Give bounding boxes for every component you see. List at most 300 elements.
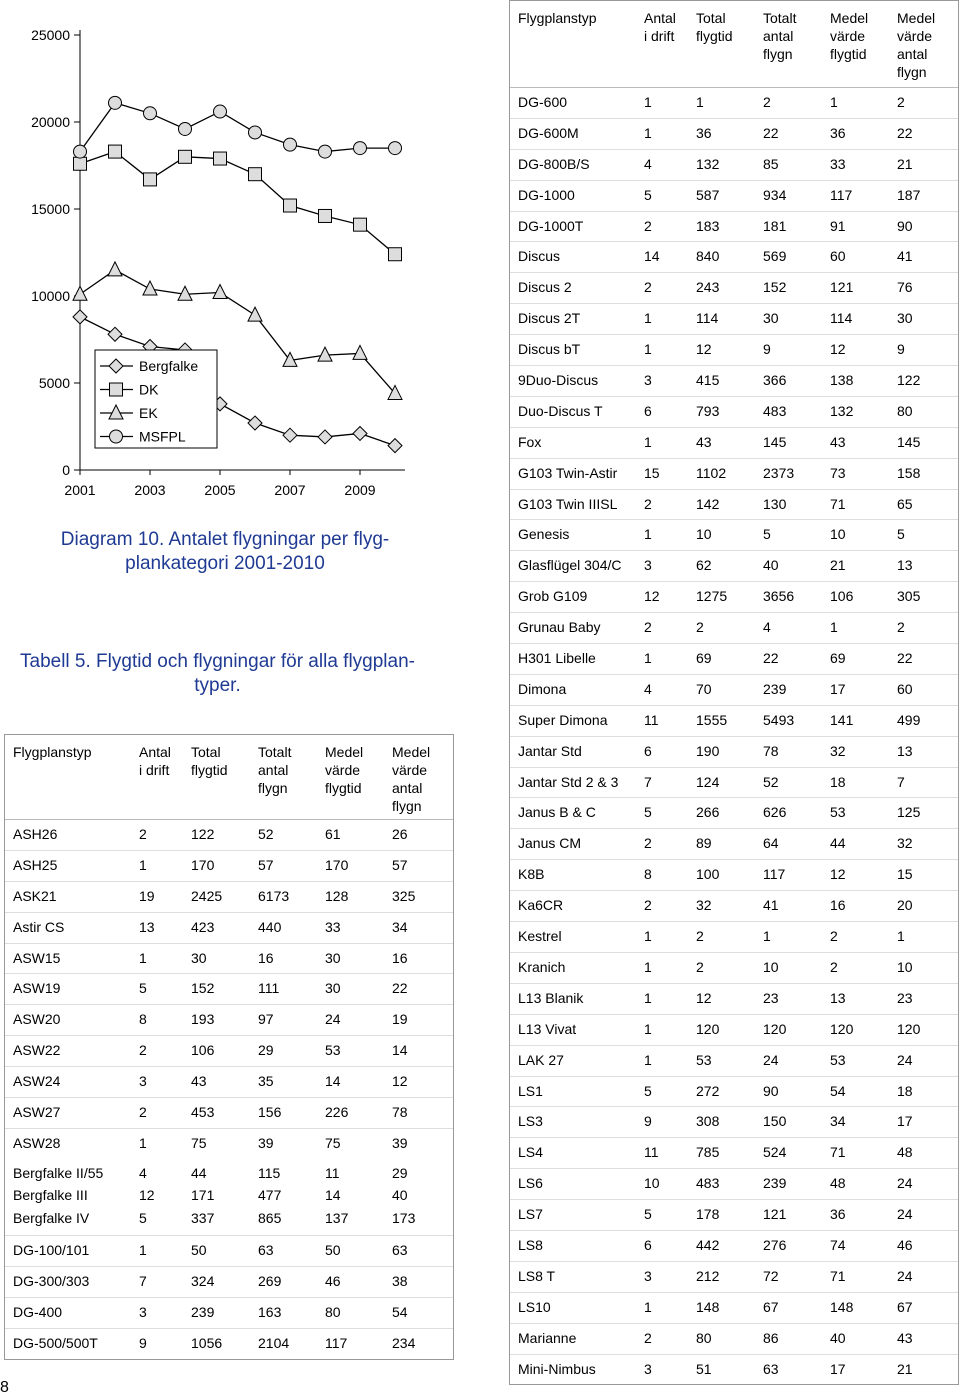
time-cell: 2425 xyxy=(191,887,223,904)
count-cell: 12 xyxy=(644,588,660,605)
count-cell: 8 xyxy=(139,1011,147,1028)
type-cell: G103 Twin IIISL xyxy=(518,495,618,512)
avg-time-cell: 71 xyxy=(830,495,846,512)
avg-time-cell: 36 xyxy=(830,124,846,141)
table-row xyxy=(5,1236,453,1267)
flights-cell: 115 xyxy=(258,1164,281,1181)
count-cell: 1 xyxy=(644,341,652,358)
y-tick-label: 10000 xyxy=(31,288,70,304)
flights-cell: 64 xyxy=(763,835,779,852)
flights-cell: 22 xyxy=(763,124,779,141)
count-cell: 1 xyxy=(139,949,147,966)
type-cell: Discus 2 xyxy=(518,279,572,296)
avg-flights-cell: 7 xyxy=(897,773,905,790)
type-cell: ASW24 xyxy=(13,1073,61,1090)
table-row xyxy=(510,1046,958,1077)
table-group-bergfalke xyxy=(5,1159,453,1237)
table-row xyxy=(510,273,958,304)
avg-time-cell: 71 xyxy=(830,1144,846,1161)
count-cell: 1 xyxy=(644,433,652,450)
type-cell: DG-1000 xyxy=(518,186,575,203)
time-cell: 337 xyxy=(191,1209,215,1226)
table-row xyxy=(510,490,958,521)
time-cell: 53 xyxy=(696,1051,712,1068)
type-cell: Jantar Std 2 & 3 xyxy=(518,773,619,790)
avg-time-cell: 53 xyxy=(830,804,846,821)
avg-flights-cell: 173 xyxy=(392,1209,416,1226)
time-cell: 124 xyxy=(696,773,720,790)
count-cell: 2 xyxy=(644,897,652,914)
data-point-bergfalke xyxy=(73,310,87,324)
x-tick-label: 2005 xyxy=(204,482,236,498)
avg-time-cell: 30 xyxy=(325,980,341,997)
avg-time-cell: 60 xyxy=(830,248,846,265)
avg-time-cell: 106 xyxy=(830,588,854,605)
time-cell: 243 xyxy=(696,279,720,296)
y-tick-label: 20000 xyxy=(31,114,70,130)
table-row xyxy=(5,1298,453,1329)
avg-time-cell: 1 xyxy=(830,94,838,110)
count-cell: 1 xyxy=(644,1020,652,1037)
table-row xyxy=(5,1162,453,1185)
avg-flights-cell: 19 xyxy=(392,1011,408,1028)
count-cell: 4 xyxy=(139,1164,147,1181)
avg-flights-cell: 122 xyxy=(897,372,921,389)
time-cell: 266 xyxy=(696,804,720,821)
type-cell: DG-1000T xyxy=(518,217,584,234)
avg-flights-cell: 24 xyxy=(897,1175,913,1192)
type-cell: Super Dimona xyxy=(518,711,608,728)
count-cell: 9 xyxy=(644,1113,652,1130)
table-row xyxy=(510,304,958,335)
avg-flights-cell: 5 xyxy=(897,526,905,543)
time-cell: 483 xyxy=(696,1175,720,1192)
type-cell: Discus 2T xyxy=(518,310,581,327)
table-row xyxy=(5,1329,453,1359)
avg-flights-cell: 305 xyxy=(897,588,921,605)
avg-flights-cell: 90 xyxy=(897,217,913,234)
header-flights-line1: Totalt xyxy=(258,744,292,760)
data-point-dk xyxy=(354,218,367,231)
flights-cell: 156 xyxy=(258,1104,282,1121)
avg-flights-cell: 22 xyxy=(897,124,913,141)
header-count-line1: Antal xyxy=(644,10,676,26)
count-cell: 3 xyxy=(139,1073,147,1090)
header-avg-flights xyxy=(897,9,935,81)
count-cell: 2 xyxy=(644,835,652,852)
flights-cell: 152 xyxy=(763,279,787,296)
series-msfpl xyxy=(74,96,402,158)
flights-line-chart xyxy=(0,0,420,510)
flights-cell: 16 xyxy=(258,949,274,966)
flights-cell: 2 xyxy=(763,94,771,110)
count-cell: 11 xyxy=(644,1144,659,1161)
type-cell: ASK21 xyxy=(13,887,57,904)
data-point-dk xyxy=(74,157,87,170)
header-avg-time xyxy=(325,743,363,797)
header-avg-flights-line3: antal xyxy=(392,780,423,796)
avg-time-cell: 24 xyxy=(325,1011,341,1028)
header-count-line2: i drift xyxy=(139,762,170,778)
data-point-bergfalke xyxy=(248,416,262,430)
flights-cell: 5 xyxy=(763,526,771,543)
avg-flights-cell: 23 xyxy=(897,989,913,1006)
time-cell: 120 xyxy=(696,1020,720,1037)
type-cell: ASH25 xyxy=(13,856,58,873)
avg-flights-cell: 38 xyxy=(392,1273,408,1290)
flights-cell: 4 xyxy=(763,619,771,636)
flights-cell: 865 xyxy=(258,1209,282,1226)
table-caption xyxy=(5,650,430,698)
type-cell: DG-100/101 xyxy=(13,1242,90,1259)
time-cell: 32 xyxy=(696,897,712,914)
type-cell: ASW27 xyxy=(13,1104,61,1121)
count-cell: 3 xyxy=(139,1304,147,1321)
flights-cell: 366 xyxy=(763,372,787,389)
data-point-msfpl xyxy=(354,142,367,155)
type-cell: DG-400 xyxy=(13,1304,63,1321)
time-cell: 43 xyxy=(696,433,712,450)
count-cell: 8 xyxy=(644,866,652,883)
avg-time-cell: 50 xyxy=(325,1242,341,1259)
time-cell: 190 xyxy=(696,742,720,759)
data-point-msfpl xyxy=(319,145,332,158)
avg-flights-cell: 30 xyxy=(897,310,913,327)
avg-time-cell: 48 xyxy=(830,1175,846,1192)
data-point-ek xyxy=(143,281,157,295)
table-row xyxy=(5,851,453,882)
flights-cell: 145 xyxy=(763,433,787,450)
flights-cell: 2104 xyxy=(258,1334,290,1351)
type-cell: Genesis xyxy=(518,526,570,543)
table-row xyxy=(510,829,958,860)
avg-time-cell: 128 xyxy=(325,887,349,904)
time-cell: 193 xyxy=(191,1011,215,1028)
data-point-bergfalke xyxy=(318,430,332,444)
time-cell: 148 xyxy=(696,1298,720,1315)
count-cell: 12 xyxy=(139,1187,155,1204)
data-point-dk xyxy=(179,150,192,163)
count-cell: 4 xyxy=(644,155,652,172)
count-cell: 1 xyxy=(644,124,652,141)
avg-time-cell: 74 xyxy=(830,1236,846,1253)
time-cell: 114 xyxy=(696,310,719,327)
avg-time-cell: 148 xyxy=(830,1298,854,1315)
table-body-tail xyxy=(5,1236,453,1359)
avg-flights-cell: 54 xyxy=(392,1304,408,1321)
flights-cell: 121 xyxy=(763,1206,787,1223)
avg-time-cell: 73 xyxy=(830,464,846,481)
time-cell: 2 xyxy=(696,958,704,975)
avg-flights-cell: 22 xyxy=(392,980,408,997)
avg-flights-cell: 76 xyxy=(897,279,913,296)
time-cell: 44 xyxy=(191,1164,207,1181)
type-cell: LS4 xyxy=(518,1144,543,1161)
time-cell: 69 xyxy=(696,650,712,667)
header-flights-line3: flygn xyxy=(258,780,288,796)
avg-time-cell: 117 xyxy=(325,1334,348,1351)
time-cell: 106 xyxy=(191,1042,215,1059)
time-cell: 183 xyxy=(696,217,720,234)
time-cell: 43 xyxy=(191,1073,207,1090)
time-cell: 324 xyxy=(191,1273,215,1290)
data-point-ek xyxy=(73,286,87,300)
avg-flights-cell: 46 xyxy=(897,1236,913,1253)
count-cell: 1 xyxy=(139,1134,147,1151)
flights-cell: 269 xyxy=(258,1273,282,1290)
avg-time-cell: 18 xyxy=(830,773,846,790)
avg-time-cell: 14 xyxy=(325,1073,341,1090)
header-avg-time-line1: Medel xyxy=(325,744,364,760)
type-cell: Bergfalke IV xyxy=(13,1209,90,1226)
series-line-msfpl xyxy=(80,103,395,152)
y-tick-label: 25000 xyxy=(31,27,70,43)
avg-time-cell: 53 xyxy=(325,1042,341,1059)
time-cell: 442 xyxy=(696,1236,720,1253)
avg-time-cell: 121 xyxy=(830,279,854,296)
type-cell: Kestrel xyxy=(518,928,562,945)
x-tick-label: 2003 xyxy=(134,482,166,498)
header-flights-line2: antal xyxy=(258,762,289,778)
time-cell: 50 xyxy=(191,1242,207,1259)
time-cell: 1555 xyxy=(696,711,728,728)
count-cell: 5 xyxy=(644,1206,652,1223)
type-cell: L13 Vivat xyxy=(518,1020,577,1037)
y-tick-label: 5000 xyxy=(38,375,70,391)
avg-time-cell: 2 xyxy=(830,928,838,945)
table-header xyxy=(5,735,453,820)
flights-cell: 63 xyxy=(258,1242,274,1259)
avg-time-cell: 44 xyxy=(830,835,846,852)
count-cell: 13 xyxy=(139,918,155,935)
flights-cell: 181 xyxy=(763,217,787,234)
type-cell: DG-600M xyxy=(518,124,579,141)
table-row xyxy=(5,882,453,913)
avg-time-cell: 53 xyxy=(830,1051,846,1068)
data-point-dk xyxy=(144,173,157,186)
time-cell: 30 xyxy=(191,949,207,966)
avg-flights-cell: 234 xyxy=(392,1334,416,1351)
avg-flights-cell: 65 xyxy=(897,495,913,512)
type-cell: DG-300/303 xyxy=(13,1273,90,1290)
data-point-msfpl xyxy=(179,122,192,135)
count-cell: 9 xyxy=(139,1334,147,1351)
data-point-ek xyxy=(213,285,227,299)
avg-flights-cell: 34 xyxy=(392,918,408,935)
data-point-msfpl xyxy=(389,142,402,155)
count-cell: 5 xyxy=(139,1209,147,1226)
avg-time-cell: 32 xyxy=(830,742,846,759)
type-cell: DG-600 xyxy=(518,94,568,110)
data-point-msfpl xyxy=(74,145,87,158)
count-cell: 10 xyxy=(644,1175,660,1192)
x-tick-label: 2001 xyxy=(64,482,96,498)
table-row xyxy=(510,768,958,799)
flights-cell: 239 xyxy=(763,680,787,697)
header-time-line2: flygtid xyxy=(696,28,733,44)
count-cell: 5 xyxy=(644,1082,652,1099)
avg-flights-cell: 21 xyxy=(897,155,913,172)
flights-cell: 524 xyxy=(763,1144,787,1161)
avg-time-cell: 80 xyxy=(325,1304,341,1321)
flights-cell: 626 xyxy=(763,804,787,821)
type-cell: ASW20 xyxy=(13,1011,61,1028)
flights-cell: 934 xyxy=(763,186,787,203)
time-cell: 142 xyxy=(696,495,720,512)
avg-time-cell: 61 xyxy=(325,826,341,842)
count-cell: 2 xyxy=(644,279,652,296)
type-cell: Kranich xyxy=(518,958,566,975)
avg-flights-cell: 21 xyxy=(897,1360,913,1377)
time-cell: 1056 xyxy=(191,1334,223,1351)
time-cell: 132 xyxy=(696,155,720,172)
flights-cell: 40 xyxy=(763,557,779,574)
data-point-dk xyxy=(109,145,122,158)
type-cell: Marianne xyxy=(518,1329,577,1346)
data-point-msfpl xyxy=(249,126,262,139)
avg-flights-cell: 2 xyxy=(897,94,905,110)
count-cell: 1 xyxy=(644,1051,652,1068)
avg-time-cell: 117 xyxy=(830,186,853,203)
table-row xyxy=(510,242,958,273)
flights-cell: 569 xyxy=(763,248,787,265)
table-row xyxy=(510,1231,958,1262)
table-row xyxy=(510,1355,958,1385)
table-row xyxy=(510,1015,958,1046)
data-point-msfpl xyxy=(144,107,157,120)
time-cell: 80 xyxy=(696,1329,712,1346)
flights-cell: 57 xyxy=(258,856,274,873)
page-number: 8 xyxy=(0,1379,9,1396)
avg-time-cell: 114 xyxy=(830,310,853,327)
time-cell: 793 xyxy=(696,402,720,419)
flights-cell: 150 xyxy=(763,1113,787,1130)
avg-flights-cell: 12 xyxy=(392,1073,408,1090)
table-row xyxy=(510,798,958,829)
count-cell: 3 xyxy=(644,1360,652,1377)
avg-time-cell: 12 xyxy=(830,866,846,883)
data-point-msfpl xyxy=(284,138,297,151)
header-time xyxy=(696,9,733,45)
avg-time-cell: 34 xyxy=(830,1113,846,1130)
type-cell: LS3 xyxy=(518,1113,543,1130)
table-row xyxy=(510,459,958,490)
time-cell: 239 xyxy=(191,1304,215,1321)
avg-flights-cell: 125 xyxy=(897,804,921,821)
avg-flights-cell: 325 xyxy=(392,887,416,904)
avg-time-cell: 46 xyxy=(325,1273,341,1290)
avg-time-cell: 138 xyxy=(830,372,854,389)
series-line-dk xyxy=(80,152,395,255)
avg-time-cell: 71 xyxy=(830,1267,846,1284)
y-tick-label: 0 xyxy=(62,462,70,478)
count-cell: 7 xyxy=(139,1273,147,1290)
flights-cell: 477 xyxy=(258,1187,282,1204)
type-cell: ASW22 xyxy=(13,1042,61,1059)
flights-cell: 440 xyxy=(258,918,282,935)
table-row xyxy=(510,551,958,582)
table-row xyxy=(5,1207,453,1230)
avg-flights-cell: 158 xyxy=(897,464,921,481)
avg-time-cell: 91 xyxy=(830,217,846,234)
time-cell: 212 xyxy=(696,1267,720,1284)
data-point-dk xyxy=(249,168,262,181)
avg-flights-cell: 145 xyxy=(897,433,921,450)
count-cell: 4 xyxy=(644,680,652,697)
x-tick-label: 2007 xyxy=(274,482,306,498)
avg-flights-cell: 39 xyxy=(392,1134,408,1151)
count-cell: 3 xyxy=(644,1267,652,1284)
type-cell: Fox xyxy=(518,433,542,450)
type-cell: Grunau Baby xyxy=(518,619,601,636)
count-cell: 2 xyxy=(644,1329,652,1346)
header-avg-time-line3: flygtid xyxy=(325,780,362,796)
y-tick-label: 15000 xyxy=(31,201,70,217)
count-cell: 2 xyxy=(139,1042,147,1059)
count-cell: 5 xyxy=(139,980,147,997)
avg-time-cell: 14 xyxy=(325,1187,341,1204)
flights-cell: 6173 xyxy=(258,887,290,904)
table-row xyxy=(5,1267,453,1298)
header-avg-time xyxy=(830,9,868,63)
time-cell: 12 xyxy=(696,341,712,358)
avg-flights-cell: 15 xyxy=(897,866,913,883)
data-point-dk xyxy=(214,152,227,165)
header-flights-line1: Totalt xyxy=(763,10,797,26)
type-cell: Glasflügel 304/C xyxy=(518,557,622,574)
count-cell: 6 xyxy=(644,1236,652,1253)
time-cell: 2 xyxy=(696,619,704,636)
table-row xyxy=(5,820,453,851)
type-cell: Discus xyxy=(518,248,561,265)
avg-flights-cell: 1 xyxy=(897,928,905,945)
table-row xyxy=(510,582,958,613)
table-row xyxy=(510,675,958,706)
avg-time-cell: 36 xyxy=(830,1206,846,1223)
table-row xyxy=(510,1200,958,1231)
flights-cell: 10 xyxy=(763,958,779,975)
header-avg-flights-line3: antal xyxy=(897,46,928,62)
header-avg-flights-line2: värde xyxy=(392,762,428,778)
table-row xyxy=(510,335,958,366)
flights-cell: 24 xyxy=(763,1051,779,1068)
table-body xyxy=(510,88,958,1384)
type-cell: Janus CM xyxy=(518,835,582,852)
avg-time-cell: 69 xyxy=(830,650,846,667)
avg-time-cell: 43 xyxy=(830,433,846,450)
flights-cell: 111 xyxy=(258,980,280,997)
flights-cell: 5493 xyxy=(763,711,795,728)
avg-flights-cell: 17 xyxy=(897,1113,913,1130)
table-body xyxy=(5,820,453,1159)
time-cell: 178 xyxy=(696,1206,720,1223)
header-flights-line3: flygn xyxy=(763,46,793,62)
avg-time-cell: 13 xyxy=(830,989,846,1006)
time-cell: 36 xyxy=(696,124,712,141)
type-cell: ASW28 xyxy=(13,1134,61,1151)
type-cell: ASW19 xyxy=(13,980,61,997)
flights-cell: 35 xyxy=(258,1073,274,1090)
flights-cell: 9 xyxy=(763,341,771,358)
type-cell: Jantar Std xyxy=(518,742,582,759)
type-cell: DG-800B/S xyxy=(518,155,590,172)
header-count xyxy=(644,9,676,45)
type-cell: Dimona xyxy=(518,680,567,697)
count-cell: 1 xyxy=(644,310,652,327)
flight-table-right xyxy=(509,0,959,1385)
header-time xyxy=(191,743,228,779)
avg-flights-cell: 43 xyxy=(897,1329,913,1346)
